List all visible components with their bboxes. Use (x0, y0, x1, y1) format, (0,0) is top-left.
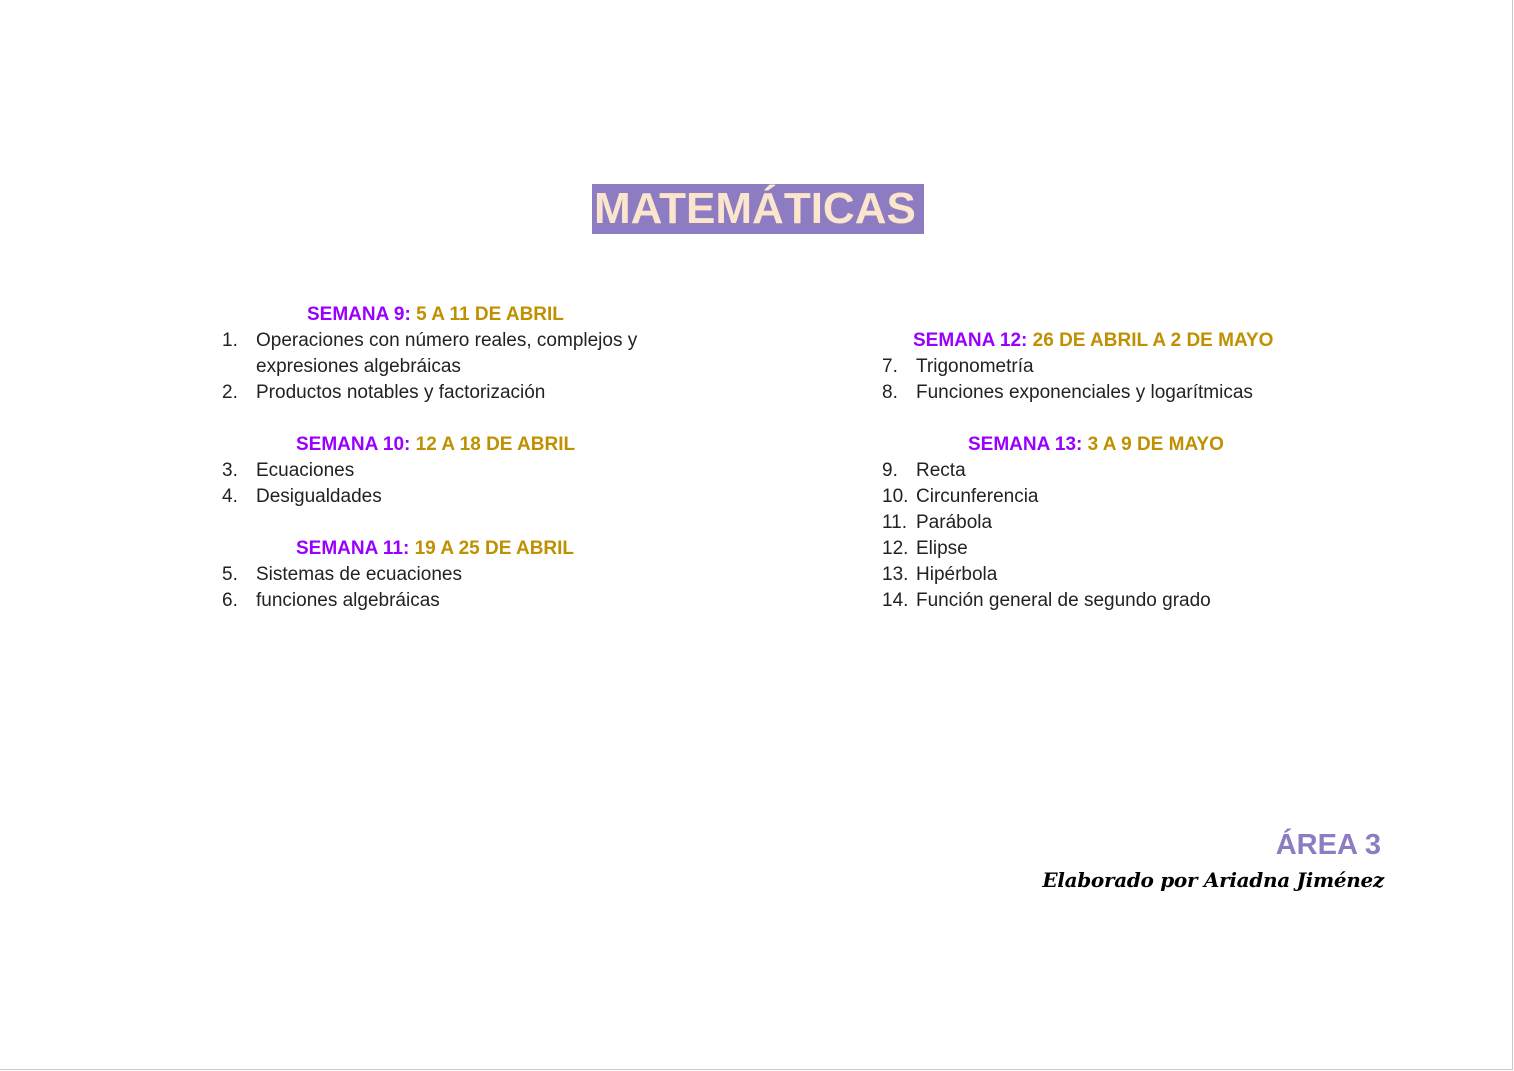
item-number: 2. (222, 382, 238, 403)
item-text: Ecuaciones (256, 460, 355, 481)
week-dates: 5 A 11 DE ABRIL (416, 304, 564, 325)
list-item (222, 380, 702, 406)
item-number: 11. (882, 512, 908, 533)
week-label: SEMANA 10: (296, 434, 411, 455)
item-text: Hipérbola (916, 564, 998, 585)
list-item (222, 458, 702, 484)
item-number: 7. (882, 356, 898, 377)
list-item (882, 458, 1362, 484)
list-item (882, 354, 1362, 380)
item-text: Sistemas de ecuaciones (256, 564, 462, 585)
author-signature: Elaborado por Ariadna Jiménez (1042, 868, 1384, 892)
week-label: SEMANA 13: (968, 434, 1083, 455)
list-item (882, 562, 1362, 588)
week-11-heading (222, 536, 702, 562)
item-number: 4. (222, 486, 238, 507)
item-number: 5. (222, 564, 238, 585)
list-item (882, 536, 1362, 562)
item-text: Parábola (916, 512, 993, 533)
week-label: SEMANA 9: (307, 304, 411, 325)
item-text: Elipse (916, 538, 968, 559)
week-dates: 26 DE ABRIL A 2 DE MAYO (1032, 330, 1274, 351)
item-number: 10. (882, 486, 909, 507)
item-text: Función general de segundo grado (916, 590, 1211, 611)
item-text: Productos notables y factorización (256, 382, 546, 403)
left-column (222, 302, 702, 614)
item-text: Circunferencia (916, 486, 1039, 507)
list-item (222, 588, 702, 614)
week-dates: 3 A 9 DE MAYO (1087, 434, 1224, 455)
item-number: 8. (882, 382, 898, 403)
item-number: 6. (222, 590, 238, 611)
list-item (882, 588, 1362, 614)
week-13-heading (882, 432, 1362, 458)
list-item (222, 484, 702, 510)
week-9-heading (222, 302, 702, 328)
item-text: Trigonometría (916, 356, 1034, 377)
item-text: Operaciones con número reales, complejos y expresiones algebráicas (256, 330, 638, 377)
week-label: SEMANA 11: (296, 538, 410, 559)
week-10-heading (222, 432, 702, 458)
week-12-heading (882, 328, 1362, 354)
week-dates: 12 A 18 DE ABRIL (415, 434, 576, 455)
list-item (882, 510, 1362, 536)
area-label: ÁREA 3 (1275, 829, 1381, 861)
right-column (882, 328, 1362, 614)
list-item (222, 328, 702, 380)
item-text: Funciones exponenciales y logarítmicas (916, 382, 1253, 403)
item-number: 12. (882, 538, 909, 559)
list-item (882, 380, 1362, 406)
item-number: 14. (882, 590, 909, 611)
item-number: 13. (882, 564, 909, 585)
week-dates: 19 A 25 DE ABRIL (414, 538, 575, 559)
week-label: SEMANA 12: (913, 330, 1028, 351)
item-number: 1. (222, 330, 238, 351)
item-text: funciones algebráicas (256, 590, 440, 611)
item-number: 3. (222, 460, 238, 481)
item-text: Recta (916, 460, 966, 481)
page-title: MATEMÁTICAS (592, 184, 924, 234)
list-item (882, 484, 1362, 510)
list-item (222, 562, 702, 588)
item-text: Desigualdades (256, 486, 382, 507)
item-number: 9. (882, 460, 898, 481)
